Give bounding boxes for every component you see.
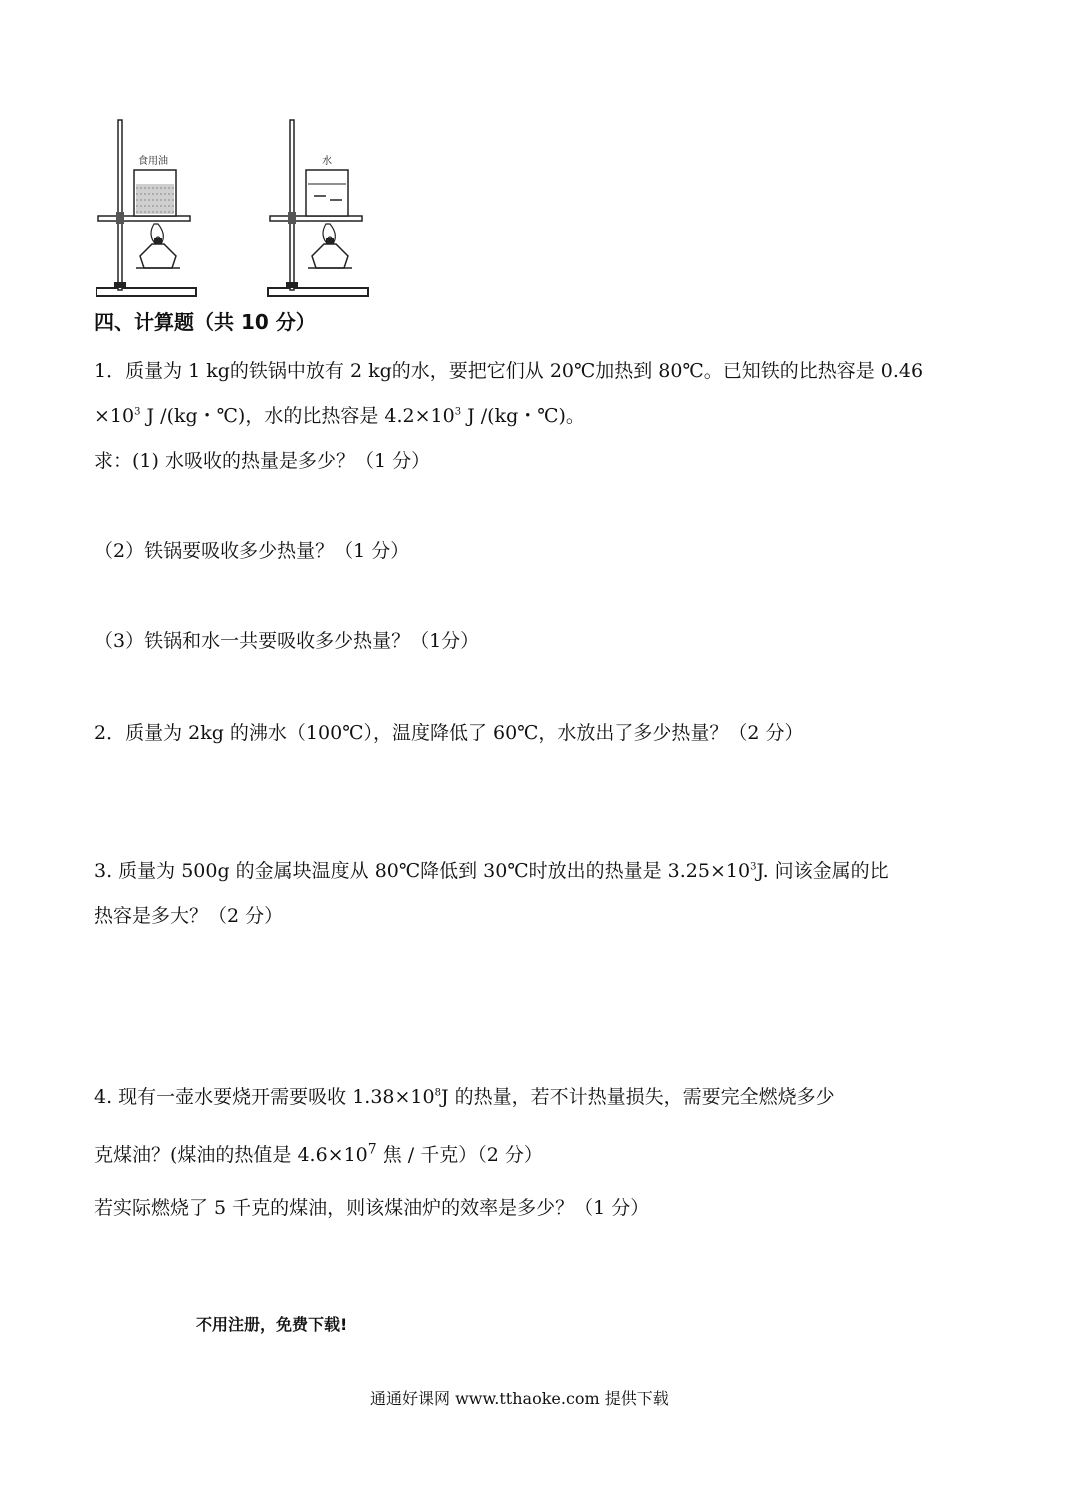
q4-line1	[94, 1082, 835, 1109]
q4-line1-a: 4. 现有一壶水要烧开需要吸收 1.38×10	[94, 1086, 435, 1108]
q4-exp1: 8	[434, 1087, 441, 1099]
q1-line2	[94, 401, 585, 428]
q1-exp1: 3	[134, 406, 141, 418]
q1-line2-c: J /(kg・℃)。	[461, 405, 585, 427]
right-beaker-label: 水	[322, 156, 332, 167]
q1-ask1: 求：(1) 水吸收的热量是多少？（1 分）	[94, 450, 431, 472]
lab-apparatus-illustration	[96, 118, 376, 300]
experiment-figure	[96, 118, 376, 304]
q4-line2-b: 焦 / 千克）（2 分）	[376, 1144, 543, 1166]
q1-line2-a: ×10	[94, 405, 135, 427]
q1-ask3: （3）铁锅和水一共要吸收多少热量？（1分）	[94, 630, 480, 652]
left-apparatus	[96, 120, 196, 296]
q1-line2-b: J /(kg・℃)，水的比热容是 4.2×10	[140, 405, 455, 427]
section-title: 四、计算题（共 10 分）	[94, 310, 316, 334]
q3-line2: 热容是多大？（2 分）	[94, 905, 284, 927]
right-apparatus	[268, 120, 368, 296]
q4-exp2: 7	[367, 1141, 377, 1158]
q2-text: 2．质量为 2kg 的沸水（100℃），温度降低了 60℃，水放出了多少热量？（2 分）	[94, 722, 804, 744]
q3-line1-b: J. 问该金属的比	[756, 860, 889, 882]
q3-line1	[94, 856, 889, 883]
q3-exp: 3	[750, 861, 757, 873]
q4-line2	[94, 1140, 543, 1167]
q4-line2-a: 克煤油？(煤油的热值是 4.6×10	[94, 1144, 368, 1166]
q1-line1: 1．质量为 1 kg的铁锅中放有 2 kg的水，要把它们从 20℃加热到 80℃。已知铁的比热容是 0.46	[94, 360, 924, 382]
left-beaker-label: 食用油	[138, 156, 168, 167]
q1-ask2: （2）铁锅要吸收多少热量？（1 分）	[94, 540, 410, 562]
q3-line1-a: 3. 质量为 500g 的金属块温度从 80℃降低到 30℃时放出的热量是 3.25×10	[94, 860, 751, 882]
page-footer: 通通好课网 www.tthaoke.com 提供下载	[370, 1389, 669, 1408]
q4-line3: 若实际燃烧了 5 千克的煤油，则该煤油炉的效率是多少？（1 分）	[94, 1197, 650, 1219]
promo-text: 不用注册，免费下载!	[196, 1315, 348, 1334]
q1-exp2: 3	[454, 406, 462, 418]
q4-line1-b: J 的热量，若不计热量损失，需要完全燃烧多少	[440, 1086, 835, 1108]
